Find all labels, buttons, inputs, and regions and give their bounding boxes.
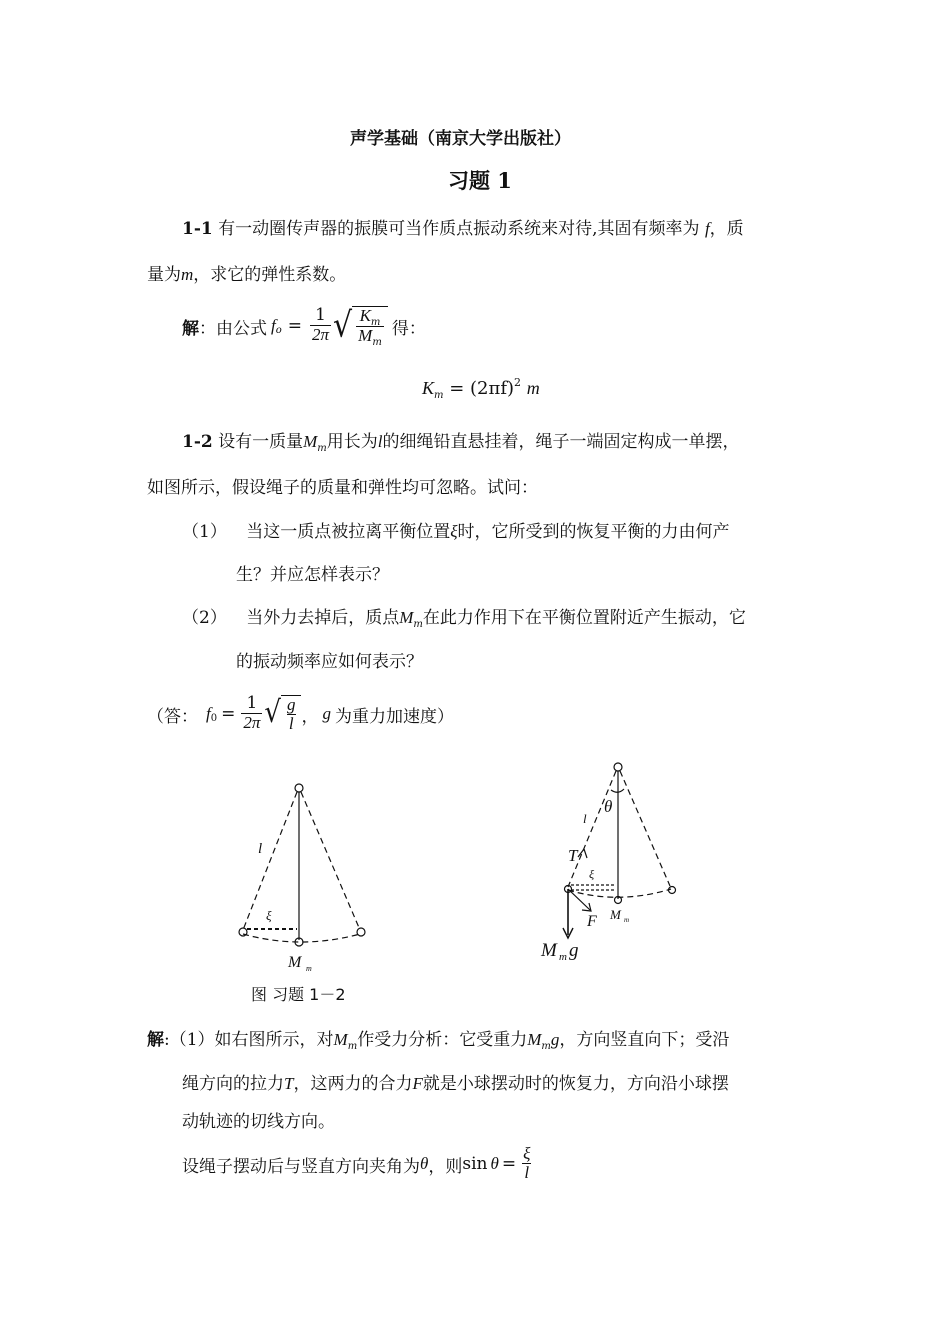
sqrt-icon: √: [264, 695, 281, 730]
subscript: m: [434, 390, 444, 401]
right-string: [620, 771, 670, 886]
subscript: m: [413, 619, 423, 630]
subscript: m: [541, 1041, 551, 1052]
problem-1-2-line2: 如图所示，假设绳子的质量和弹性均可忽略。试问：: [147, 478, 538, 498]
text: 当这一质点被拉离平衡位置: [246, 522, 451, 542]
text: ，方向竖直向下；受沿: [559, 1030, 730, 1050]
label-l: l: [258, 841, 263, 857]
right-labels: [540, 797, 629, 963]
var-M: M: [527, 1030, 542, 1049]
denominator: 2π: [312, 325, 330, 345]
denominator: 2π: [243, 713, 261, 733]
arc: [243, 934, 360, 942]
text: 为重力加速度）: [334, 706, 454, 727]
subscript: m: [372, 337, 382, 349]
subscript: 0: [210, 712, 218, 724]
var-l: l: [288, 713, 294, 733]
var-M: M: [333, 1030, 348, 1049]
label-sub: m: [306, 964, 312, 973]
equals: =: [287, 316, 303, 336]
numerator: 1: [315, 305, 326, 326]
text: 时，它所受到的恢复平衡的力由何产: [457, 522, 730, 542]
var-M: M: [303, 432, 318, 451]
problem-number: 1-2: [182, 432, 213, 452]
text: 的细绳铅直悬挂着，绳子一端固定构成一单摆，: [382, 432, 740, 452]
label-sub: m: [624, 916, 630, 924]
var-M: M: [358, 326, 373, 346]
subscript: o: [275, 324, 282, 336]
text: 就是小球摆动时的恢复力，方向沿小球摆: [422, 1074, 729, 1094]
chapter-title: 习题 1: [448, 168, 512, 193]
var-K: K: [359, 306, 371, 326]
solution-1-2-line2: [182, 1069, 729, 1094]
var-m: m: [181, 265, 194, 284]
text: ，求它的弹性系数。: [193, 265, 347, 285]
numerator: 1: [246, 693, 258, 714]
text: 绳方向的拉力: [182, 1074, 284, 1094]
label-M: M: [288, 954, 302, 971]
text: ，质: [709, 219, 744, 239]
left-labels: [258, 841, 312, 973]
left-pendulum: [239, 784, 365, 946]
text: 当外力去掉后，质点: [246, 608, 400, 628]
var-M: M: [399, 608, 414, 627]
var-T: T: [284, 1074, 294, 1093]
tension-arrowhead: [578, 849, 587, 858]
subscript: m: [370, 317, 381, 329]
text: ，: [301, 706, 319, 727]
question-2-cont: 的振动频率应如何表示？: [236, 652, 423, 672]
text: 用长为: [326, 432, 378, 452]
sqrt-icon: √: [333, 305, 353, 346]
label-M: M: [610, 907, 621, 922]
solution-1-2-line4: [182, 1142, 534, 1186]
var-m: m: [526, 378, 540, 398]
var-l: l: [377, 432, 383, 451]
label-theta: θ: [604, 797, 613, 816]
text: 设绳子摆动后与竖直方向夹角为: [182, 1156, 420, 1177]
label-Mg-sub: m: [559, 951, 567, 963]
text: 有一动圈传声器的振膜可当作质点振动系统来对待,其固有频率为: [218, 219, 700, 239]
exponent: 2: [514, 376, 522, 389]
question-number: （1）: [182, 522, 227, 542]
solution-1-2-line1: [147, 1025, 729, 1050]
right-bob: [357, 928, 365, 936]
label-l: l: [583, 811, 587, 826]
text: = (2πf): [449, 378, 515, 399]
label-T: T: [568, 846, 578, 865]
book-title: 声学基础（南京大学出版社）: [350, 129, 571, 149]
fraction: [521, 1145, 532, 1183]
text: 得：: [391, 318, 426, 339]
subscript: m: [317, 443, 327, 454]
text: :（1）如右图所示，对: [164, 1030, 334, 1050]
solution-label: 解: [147, 1030, 164, 1050]
var-g: g: [286, 694, 296, 714]
var-F: F: [412, 1074, 423, 1093]
solution-1-2-line3: 动轨迹的切线方向。: [182, 1112, 335, 1132]
label-xi: ξ: [266, 908, 272, 923]
force-arrow: [568, 889, 590, 910]
var-f: f: [206, 704, 211, 723]
sin: sin: [462, 1154, 488, 1174]
equals: =: [221, 704, 236, 724]
text: ：由公式: [199, 318, 267, 339]
text: ，则: [428, 1156, 463, 1177]
var-xi: ξ: [450, 522, 458, 541]
text: 作受力分析：它受重力: [357, 1030, 528, 1050]
var-f: f: [704, 219, 710, 238]
right-string: [301, 792, 360, 930]
left-bob: [239, 928, 247, 936]
solution-label: 解: [182, 318, 199, 339]
pivot: [614, 763, 622, 771]
text: 量为: [147, 265, 181, 285]
equals: =: [501, 1154, 517, 1174]
text: 在此力作用下在平衡位置附近产生振动，它: [422, 608, 746, 628]
var-g: g: [550, 1030, 560, 1049]
label-Mg-g: g: [569, 940, 579, 961]
question-number: （2）: [182, 608, 227, 628]
denominator: l: [524, 1163, 530, 1183]
text: ，这两力的合力: [293, 1074, 413, 1094]
label-Mg-M: M: [541, 940, 557, 961]
var-K: K: [422, 378, 435, 398]
text: 设有一质量: [218, 432, 304, 452]
subscript: m: [347, 1041, 358, 1052]
numerator: ξ: [523, 1144, 531, 1164]
pivot: [295, 784, 303, 792]
var-f: f: [271, 316, 276, 335]
text: （答：: [147, 706, 198, 727]
var-g: g: [322, 704, 331, 723]
problem-number: 1-1: [182, 219, 213, 239]
question-1-cont: 生？并应怎样表示？: [236, 565, 389, 585]
label-xi: ξ: [589, 867, 595, 881]
var-theta: θ: [420, 1154, 429, 1173]
figure-caption: 图 习题 1－2: [251, 985, 346, 1004]
label-F: F: [587, 913, 597, 930]
var-theta: θ: [490, 1154, 499, 1173]
